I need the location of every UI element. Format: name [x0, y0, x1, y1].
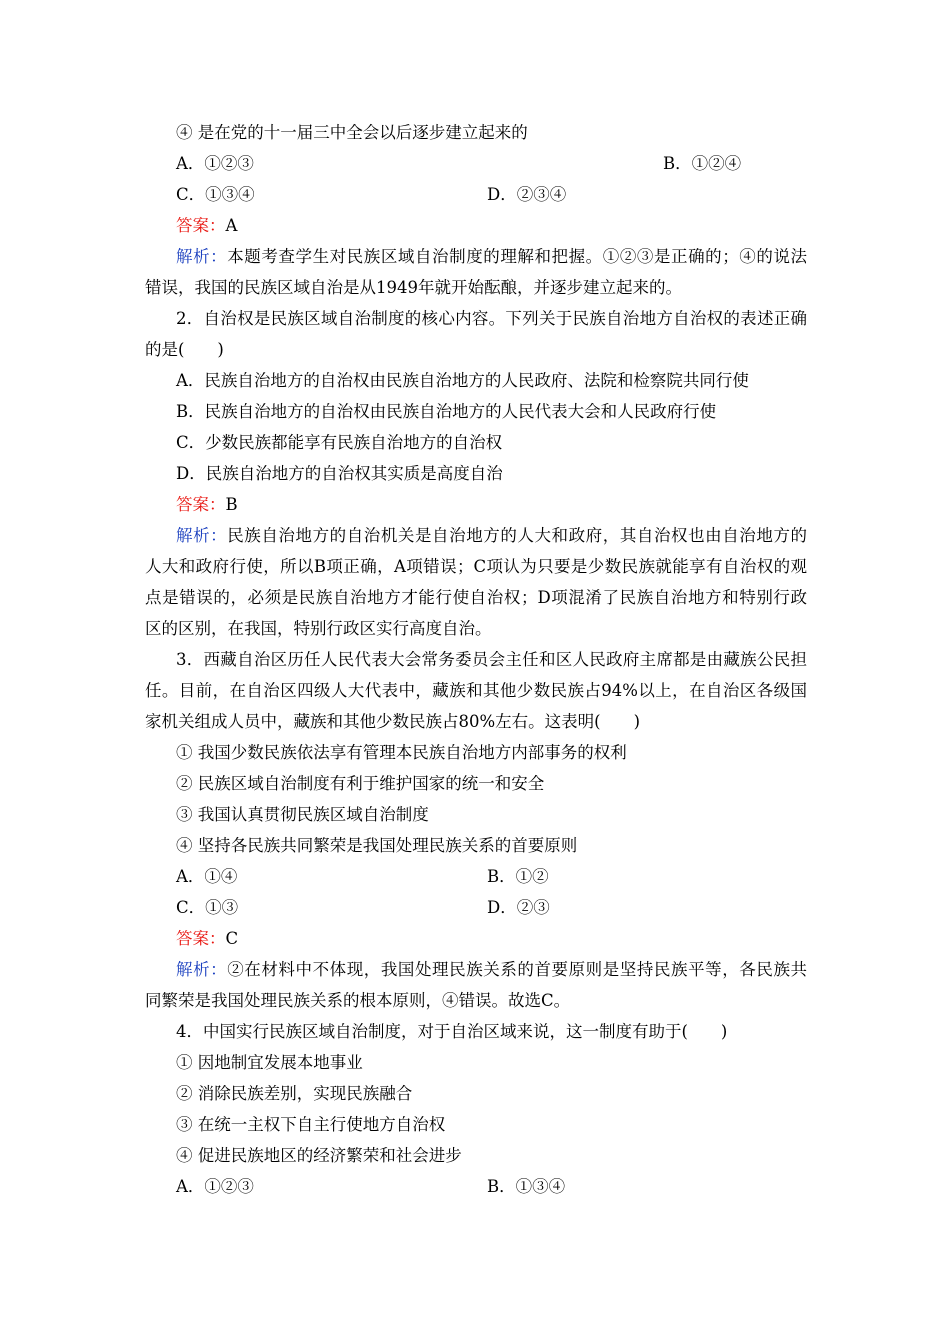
q3-stem-line-1: 3．西藏自治区历任人民代表大会常务委员会主任和区人民政府主席都是由藏族公民担	[176, 650, 807, 669]
q4-stem-line-1: 4．中国实行民族区域自治制度，对于自治区域来说，这一制度有助于( )	[176, 1022, 728, 1041]
answer-value: B	[225, 495, 238, 514]
explanation-text: 本题考查学生对民族区域自治制度的理解和把握。①②③是正确的；④的说法	[227, 247, 808, 266]
q4-statement-3: ③ 在统一主权下自主行使地方自治权	[176, 1115, 446, 1134]
q3-options-row-2	[176, 897, 807, 919]
answer-label: 答案：	[176, 929, 226, 948]
q2-stem-line-2: 的是( )	[145, 340, 224, 359]
q1-explanation-line-1	[176, 246, 807, 268]
q2-option-b: B．民族自治地方的自治权由民族自治地方的人民代表大会和人民政府行使	[176, 402, 717, 421]
q4-option-a: A．①②③	[176, 1177, 254, 1196]
explanation-text: ②在材料中不体现，我国处理民族关系的首要原则是坚持民族平等，各民族共	[227, 960, 808, 979]
q2-option-a: A．民族自治地方的自治权由民族自治地方的人民政府、法院和检察院共同行使	[176, 371, 749, 390]
q2-answer	[176, 494, 807, 516]
q2-option-c: C．少数民族都能享有民族自治地方的自治权	[176, 433, 503, 452]
q3-option-b: B．①②	[487, 867, 549, 886]
q2-explanation-line-4: 区的区别，在我国，特别行政区实行高度自治。	[145, 619, 492, 638]
q3-statement-1: ① 我国少数民族依法享有管理本民族自治地方内部事务的权利	[176, 743, 627, 762]
q2-option-d: D．民族自治地方的自治权其实质是高度自治	[176, 464, 503, 483]
answer-label: 答案：	[176, 216, 226, 235]
q1-option-b: B．①②④	[663, 154, 742, 173]
q4-statement-1: ① 因地制宜发展本地事业	[176, 1053, 363, 1072]
q1-option-d: D．②③④	[487, 185, 567, 204]
q3-stem-line-2: 任。目前，在自治区四级人大代表中，藏族和其他少数民族占94%以上，在自治区各级国	[145, 681, 807, 700]
q1-statement-4: ④ 是在党的十一届三中全会以后逐步建立起来的	[176, 123, 528, 142]
q4-statement-2: ② 消除民族差别，实现民族融合	[176, 1084, 413, 1103]
q3-option-a: A．①④	[176, 867, 238, 886]
q4-options-row-1	[176, 1176, 807, 1198]
q3-statement-4: ④ 坚持各民族共同繁荣是我国处理民族关系的首要原则	[176, 836, 578, 855]
answer-label: 答案：	[176, 495, 226, 514]
q4-option-b: B．①③④	[487, 1177, 566, 1196]
q3-options-row-1	[176, 866, 807, 888]
q3-option-c: C．①③	[176, 898, 239, 917]
q1-option-a: A．①②③	[176, 154, 254, 173]
answer-value: A	[225, 216, 238, 235]
q2-stem-line-1: 2．自治权是民族区域自治制度的核心内容。下列关于民族自治地方自治权的表述正确	[176, 309, 807, 328]
q3-statement-3: ③ 我国认真贯彻民族区域自治制度	[176, 805, 429, 824]
explanation-label: 解析：	[176, 247, 228, 266]
q3-option-d: D．②③	[487, 898, 550, 917]
answer-value: C	[225, 929, 239, 948]
explanation-text: 民族自治地方的自治机关是自治地方的人大和政府，其自治权也由自治地方的	[227, 526, 808, 545]
q3-stem-line-3: 家机关组成人员中，藏族和其他少数民族占80%左右。这表明( )	[145, 712, 641, 731]
q3-explanation-line-1	[176, 959, 807, 981]
q3-explanation-line-2: 同繁荣是我国处理民族关系的根本原则，④错误。故选C。	[145, 991, 571, 1010]
q4-statement-4: ④ 促进民族地区的经济繁荣和社会进步	[176, 1146, 462, 1165]
q1-answer	[176, 215, 807, 237]
q3-answer	[176, 928, 807, 950]
q1-options-row-2	[176, 184, 807, 206]
q1-options-row-1	[176, 153, 807, 175]
q2-explanation-line-2: 人大和政府行使，所以B项正确，A项错误；C项认为只要是少数民族就能享有自治权的观	[145, 557, 807, 576]
q2-explanation-line-3: 点是错误的，必须是民族自治地方才能行使自治权；D项混淆了民族自治地方和特别行政	[145, 588, 807, 607]
explanation-label: 解析：	[176, 960, 228, 979]
q2-explanation-line-1	[176, 525, 807, 547]
q1-explanation-line-2: 错误，我国的民族区域自治是从1949年就开始酝酿，并逐步建立起来的。	[145, 278, 682, 297]
explanation-label: 解析：	[176, 526, 228, 545]
q1-option-c: C．①③④	[176, 185, 255, 204]
q3-statement-2: ② 民族区域自治制度有利于维护国家的统一和安全	[176, 774, 545, 793]
